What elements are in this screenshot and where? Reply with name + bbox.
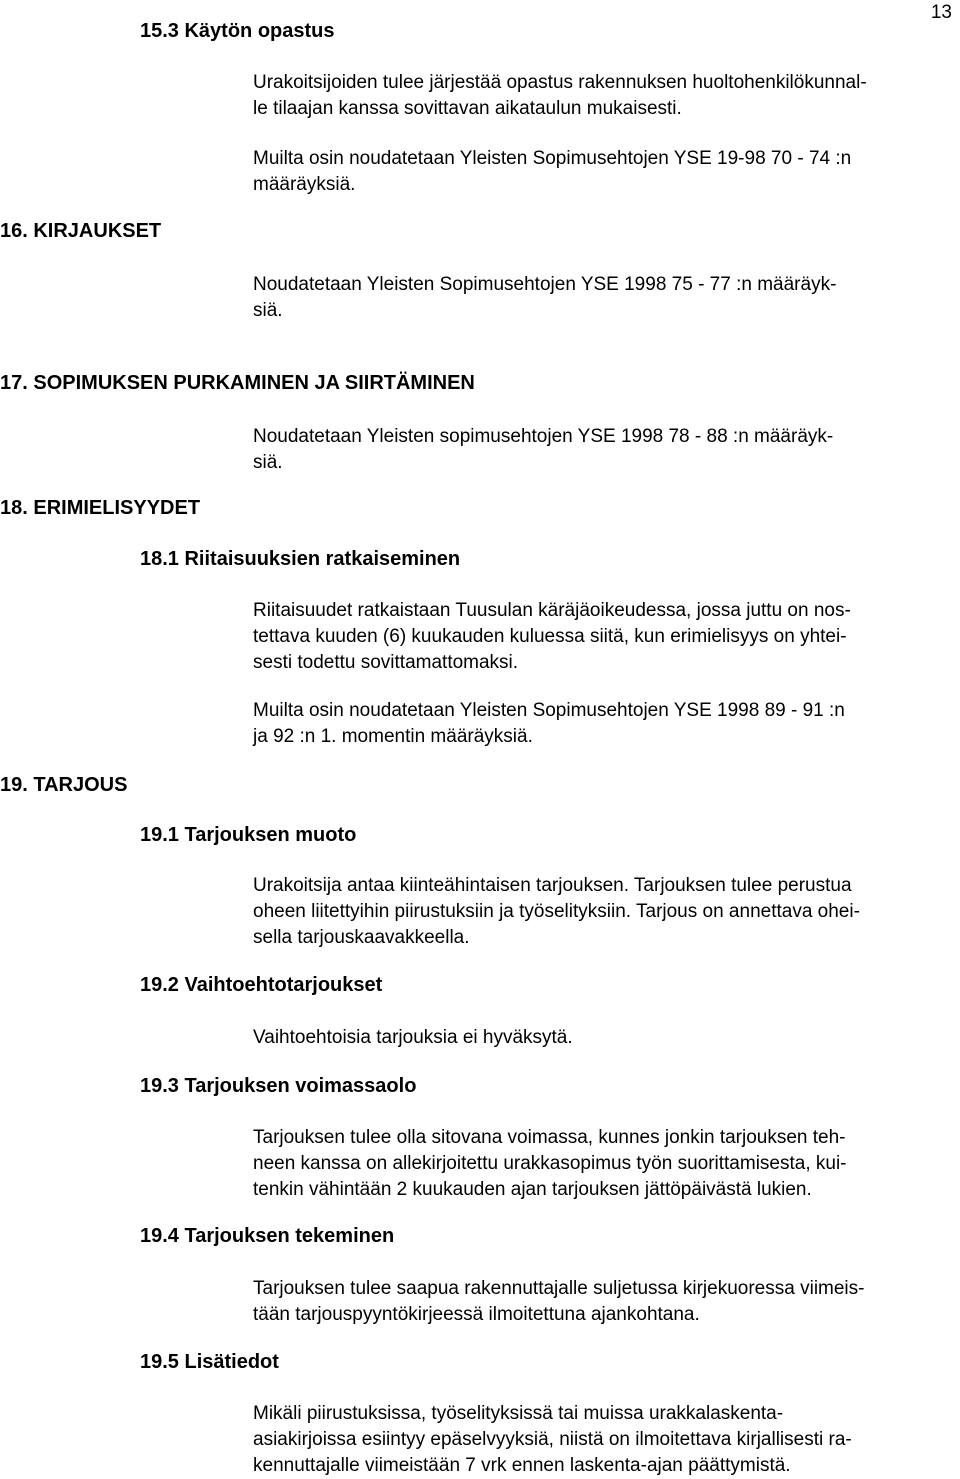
text-line: Tarjouksen tulee olla sitovana voimassa, kunnes jonkin tarjouksen teh- <box>253 1127 846 1148</box>
paragraph-16 <box>253 272 953 324</box>
text-line: Noudatetaan Yleisten sopimusehtojen YSE 1998 78 - 88 :n määräyk- <box>253 426 834 447</box>
text-line: tään tarjouspyyntökirjeessä ilmoitettuna ajankohtana. <box>253 1304 700 1325</box>
heading-19: 19. TARJOUS <box>0 774 128 796</box>
text-line: Noudatetaan Yleisten Sopimusehtojen YSE 1998 75 - 77 :n määräyk- <box>253 274 837 295</box>
paragraph-15-3-opastus <box>253 70 953 122</box>
paragraph-19-4 <box>253 1276 953 1328</box>
heading-19-4: 19.4 Tarjouksen tekeminen <box>140 1225 395 1247</box>
text-line: ja 92 :n 1. momentin määräyksiä. <box>253 726 533 747</box>
text-line: Muilta osin noudatetaan Yleisten Sopimusehtojen YSE 1998 89 - 91 :n <box>253 700 845 721</box>
heading-17: 17. SOPIMUKSEN PURKAMINEN JA SIIRTÄMINEN <box>0 372 475 394</box>
paragraph-19-5 <box>253 1401 953 1479</box>
paragraph-15-3-yse <box>253 146 953 198</box>
text-line: siä. <box>253 452 283 473</box>
heading-19-5: 19.5 Lisätiedot <box>140 1351 279 1373</box>
paragraph-17 <box>253 424 953 476</box>
text-line: asiakirjoissa esiintyy epäselvyyksiä, niistä on ilmoitettava kirjallisesti ra- <box>253 1429 852 1450</box>
text-line: Riitaisuudet ratkaistaan Tuusulan käräjäoikeudessa, jossa juttu on nos- <box>253 600 851 621</box>
text-line: Urakoitsija antaa kiinteähintaisen tarjouksen. Tarjouksen tulee perustua <box>253 875 852 896</box>
page-number: 13 <box>930 2 952 23</box>
paragraph-19-3 <box>253 1125 953 1203</box>
paragraph-19-2 <box>253 1025 953 1051</box>
text-line: tettava kuuden (6) kuukauden kuluessa siitä, kun erimielisyys on yhtei- <box>253 626 847 647</box>
text-line: sella tarjouskaavakkeella. <box>253 927 470 948</box>
text-line: Tarjouksen tulee saapua rakennuttajalle suljetussa kirjekuoressa viimeis- <box>253 1278 865 1299</box>
text-line: siä. <box>253 300 283 321</box>
paragraph-18-1-yse <box>253 698 953 750</box>
heading-18: 18. ERIMIELISYYDET <box>0 497 201 519</box>
text-line: le tilaajan kanssa sovittavan aikataulun mukaisesti. <box>253 98 682 119</box>
heading-16: 16. KIRJAUKSET <box>0 220 162 242</box>
text-line: Vaihtoehtoisia tarjouksia ei hyväksytä. <box>253 1027 573 1048</box>
heading-19-2: 19.2 Vaihtoehtotarjoukset <box>140 974 383 996</box>
text-line: tenkin vähintään 2 kuukauden ajan tarjouksen jättöpäivästä lukien. <box>253 1179 812 1200</box>
text-line: Urakoitsijoiden tulee järjestää opastus rakennuksen huoltohenkilökunnal- <box>253 72 867 93</box>
paragraph-19-1 <box>253 873 953 951</box>
text-line: Muilta osin noudatetaan Yleisten Sopimusehtojen YSE 19-98 70 - 74 :n <box>253 148 852 169</box>
text-line: sesti todettu sovittamattomaksi. <box>253 652 519 673</box>
text-line: määräyksiä. <box>253 174 356 195</box>
text-line: oheen liitettyihin piirustuksiin ja työselityksiin. Tarjous on annettava ohei- <box>253 901 860 922</box>
text-line: Mikäli piirustuksissa, työselityksissä tai muissa urakkalaskenta- <box>253 1403 784 1424</box>
text-line: kennuttajalle viimeistään 7 vrk ennen laskenta-ajan päättymistä. <box>253 1455 791 1476</box>
paragraph-18-1-riitaisuudet <box>253 598 953 676</box>
heading-19-1: 19.1 Tarjouksen muoto <box>140 824 357 846</box>
text-line: neen kanssa on allekirjoitettu urakkasopimus työn suorittamisesta, kui- <box>253 1153 847 1174</box>
heading-19-3: 19.3 Tarjouksen voimassaolo <box>140 1075 417 1097</box>
heading-18-1: 18.1 Riitaisuuksien ratkaiseminen <box>140 548 461 570</box>
heading-15-3: 15.3 Käytön opastus <box>140 20 335 42</box>
